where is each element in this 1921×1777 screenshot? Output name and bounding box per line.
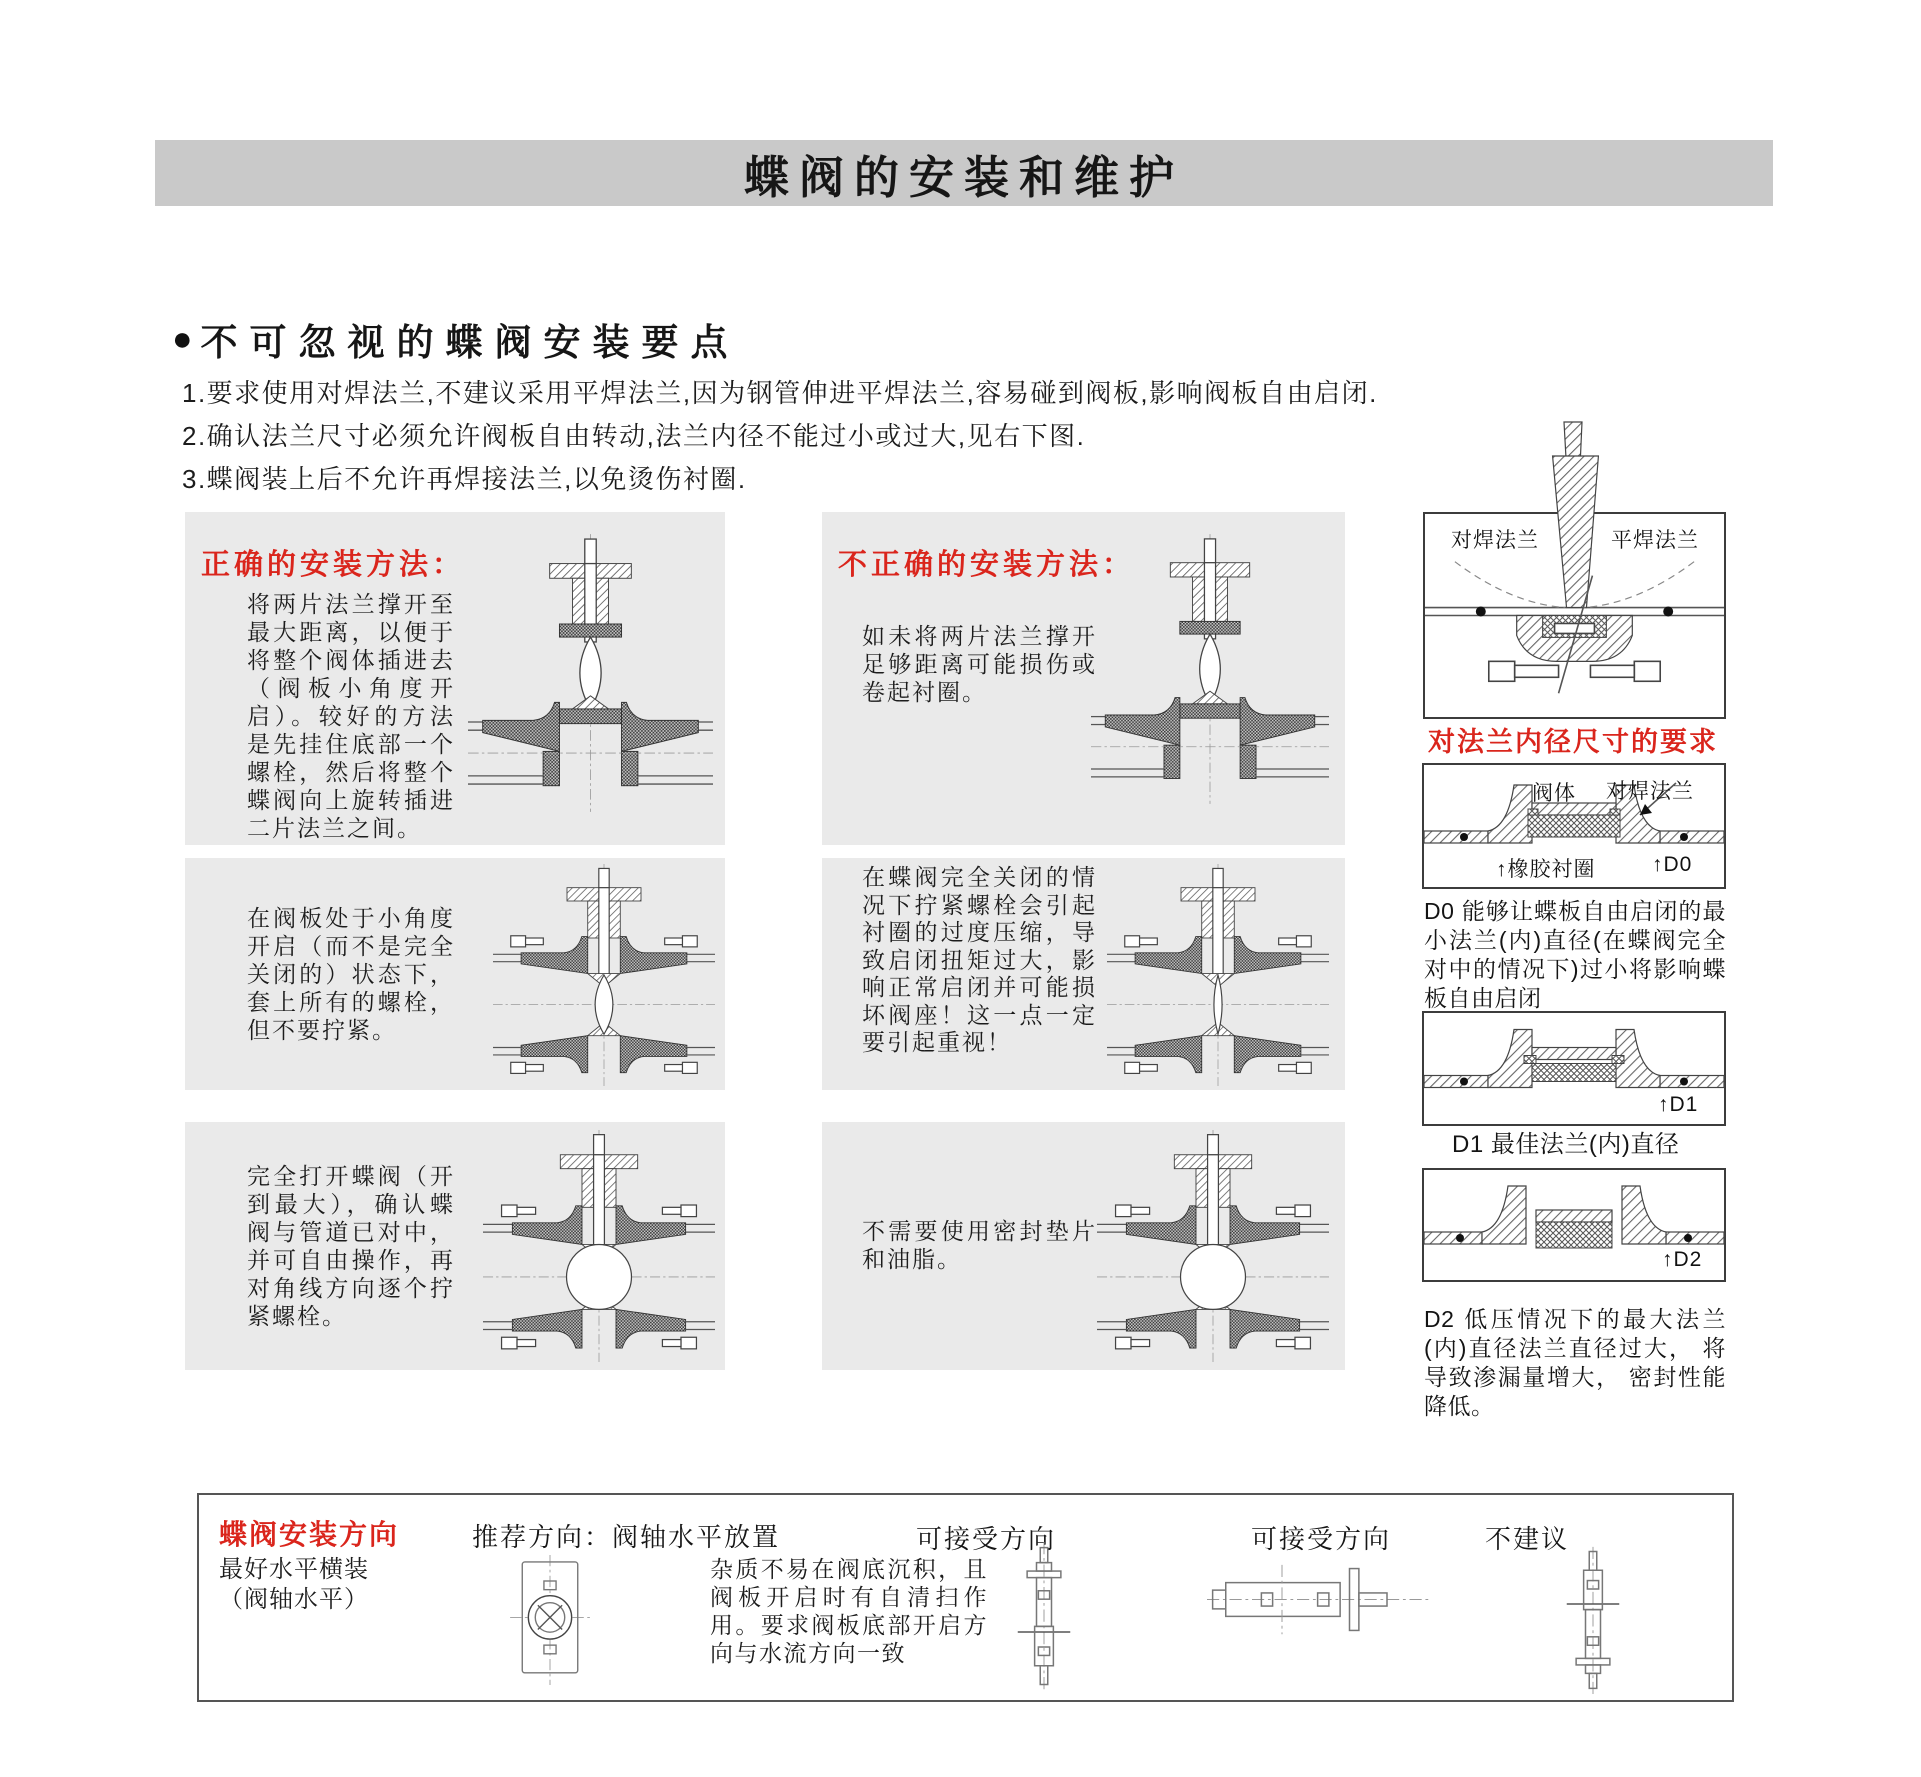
- correct-step-2-text: 在阀板处于小角度开启（而不是完全关闭的）状态下，套上所有的螺栓，但不要拧紧。: [247, 905, 455, 1043]
- valve-body-label: 阀体: [1532, 782, 1576, 805]
- bullet-icon: ●: [172, 320, 193, 358]
- valve-bolted-lens-diagram: [493, 864, 715, 1086]
- valve-bolted-open-diagram: [1097, 1130, 1329, 1362]
- d2-caption: D2 低压情况下的最大法兰(内)直径法兰直径过大， 将导致渗漏量增大， 密封性能降低。: [1424, 1306, 1726, 1419]
- section-title: 不可忽视的蝶阀安装要点: [200, 322, 740, 363]
- correct-method-title: 正确的安装方法：: [201, 549, 466, 581]
- d0-dimension-label: ↑D0: [1652, 853, 1693, 876]
- d1-panel: [1422, 1011, 1726, 1126]
- valve-horizontal-diagram: [1207, 1557, 1432, 1642]
- flat-weld-flange-label: 平焊法兰: [1611, 529, 1699, 552]
- correct-step-1-panel: [185, 512, 725, 845]
- orientation-subtitle-line1: 最好水平横装: [219, 1556, 369, 1583]
- valve-vertical-stem-up-diagram: [1014, 1542, 1074, 1692]
- d0-caption: D0 能够让蝶板自由启闭的最小法兰(内)直径(在蝶阀完全对中的情况下)过小将影响蝶板自由启闭: [1424, 898, 1726, 1011]
- rubber-liner-label: ↑橡胶衬圈: [1496, 858, 1596, 881]
- d2-dimension-label: ↑D2: [1662, 1248, 1703, 1271]
- flange-diameter-requirement-title: 对法兰内径尺寸的要求: [1428, 727, 1718, 757]
- incorrect-step-2-panel: [822, 858, 1345, 1090]
- butt-weld-flange-label: 对焊法兰: [1451, 529, 1539, 552]
- valve-front-view-diagram: [507, 1555, 593, 1685]
- incorrect-step-1-text: 如未将两片法兰撑开足够距离可能损伤或卷起衬圈。: [862, 623, 1097, 705]
- correct-step-2-panel: [185, 858, 725, 1090]
- orientation-panel: [197, 1493, 1734, 1702]
- orientation-subtitle-line2: （阀轴水平）: [219, 1586, 369, 1613]
- valve-vertical-stem-down-diagram: [1563, 1544, 1623, 1694]
- incorrect-step-3-panel: [822, 1122, 1345, 1370]
- d1-dimension-label: ↑D1: [1658, 1093, 1699, 1116]
- installation-points: [182, 372, 1378, 501]
- d0-panel: [1422, 763, 1726, 889]
- incorrect-method-title: 不正确的安装方法：: [838, 549, 1136, 581]
- butt-weld-flange-label: 对焊法兰: [1606, 780, 1694, 803]
- acceptable-direction-label-2: 可接受方向: [1251, 1524, 1392, 1554]
- recommended-direction-label: 推荐方向：阀轴水平放置: [472, 1522, 781, 1552]
- valve-bolted-open-diagram: [483, 1130, 715, 1362]
- orientation-title: 蝶阀安装方向: [219, 1519, 400, 1550]
- d2-panel: [1422, 1168, 1726, 1282]
- correct-step-3-panel: [185, 1122, 725, 1370]
- valve-bolted-closed-diagram: [1107, 864, 1329, 1086]
- d1-caption: D1 最佳法兰(内)直径: [1452, 1131, 1680, 1158]
- incorrect-step-1-panel: [822, 512, 1345, 845]
- point-line: 3.蝶阀装上后不允许再焊接法兰,以免烫伤衬圈.: [182, 464, 747, 494]
- valve-loose-damage-diagram: [1091, 534, 1329, 804]
- valve-loose-diagram: [468, 534, 713, 812]
- point-line: 1.要求使用对焊法兰,不建议采用平焊法兰,因为钢管伸进平焊法兰,容易碰到阀板,影响阀板自由启闭.: [182, 378, 1378, 408]
- incorrect-step-2-text: 在蝶阀完全关闭的情况下拧紧螺栓会引起衬圈的过度压缩，导致启闭扭矩过大，影响正常启闭并可能损坏阀座！这一点一定要引起重视！: [862, 864, 1097, 1055]
- section-header: [172, 312, 740, 366]
- correct-step-1-text: 将两片法兰撑开至最大距离，以便于将整个阀体插进去（阀板小角度开启）。较好的方法是先挂住底部一个螺栓，然后将整个蝶阀向上旋转插进二片法兰之间。: [247, 591, 455, 841]
- page-title: 蝶阀的安装和维护: [743, 151, 1184, 203]
- correct-step-3-text: 完全打开蝶阀（开到最大），确认蝶阀与管道已对中，并可自由操作，再对角线方向逐个拧紧螺栓。: [247, 1163, 455, 1329]
- weld-flange-compare-panel: [1423, 512, 1726, 719]
- point-line: 2.确认法兰尺寸必须允许阀板自由转动,法兰内径不能过小或过大,见右下图.: [182, 421, 1086, 451]
- title-banner: [155, 140, 1773, 206]
- acceptable-direction-label-1: 可接受方向: [916, 1524, 1057, 1554]
- not-recommended-label: 不建议: [1485, 1524, 1570, 1554]
- incorrect-step-3-text: 不需要使用密封垫片和油脂。: [862, 1218, 1097, 1272]
- recommended-direction-note: 杂质不易在阀底沉积，且阀板开启时有自清扫作用。要求阀板底部开启方向与水流方向一致: [710, 1556, 988, 1666]
